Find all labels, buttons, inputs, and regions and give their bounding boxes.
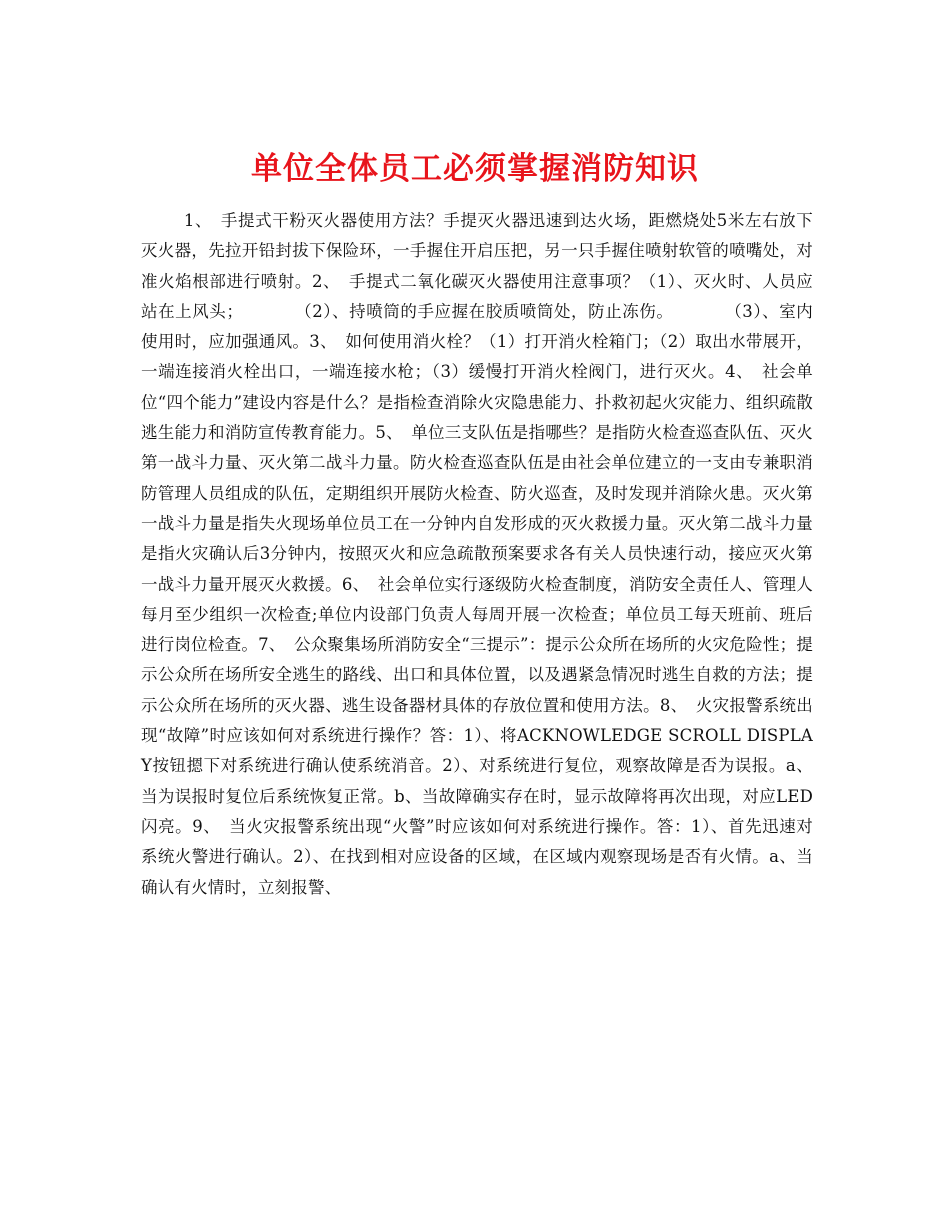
document-title: 单位全体员工必须掌握消防知识 — [251, 150, 699, 187]
document-body: 1、 手提式干粉灭火器使用方法？手提灭火器迅速到达火场，距燃烧处5米左右放下灭火器，先拉开铅封拔下保险环，一手握住开启压把，另一只手握住喷射软管的喷嘴处，对准火焰根部进行喷射。2、 手提式二氧化碳灭火器使用注意事项？（1）、灭火时、人员应站在上风头； （2）、持喷筒的手应握在胶质喷筒处，防止冻伤。 （3）、室内使用时，应加强通风。3、 如何使用消火栓？（1）打开消火栓箱门；（2）取出水带展开，一端连接消火栓出口，一端连接水枪；（3）缓慢打开消火栓阀门，进行灭火。4、 社会单位“四个能力”建设内容是什么？是指检查消除火灾隐患能力、扑救初起火灾能力、组织疏散逃生能力和消防宣传教育能力。5、 单位三支队伍是指哪些？是指防火检查巡查队伍、灭火第一战斗力量、灭火第二战斗力量。防火检查巡查队伍是由社会单位建立的一支由专兼职消防管理人员组成的队伍，定期组织开展防火检查、防火巡查，及时发现并消除火患。灭火第一战斗力量是指失火现场单位员工在一分钟内自发形成的灭火救援力量。灭火第二战斗力量是指火灾确认后3分钟内，按照灭火和应急疏散预案要求各有关人员快速行动，接应灭火第一战斗力量开展灭火救援。6、 社会单位实行逐级防火检查制度，消防安全责任人、管理人每月至少组织一次检查;单位内设部门负责人每周开展一次检查；单位员工每天班前、班后进行岗位检查。7、 公众聚集场所消防安全“三提示”：提示公众所在场所的火灾危险性；提示公众所在场所安全逃生的路线、出口和具体位置，以及遇紧急情况时逃生自救的方法；提示公众所在场所的灭火器、逃生设备器材具体的存放位置和使用方法。8、 火灾报警系统出现“故障”时应该如何对系统进行操作？答：1）、将ACKNOWLEDGE SCROLL DISPLAY按钮摁下对系统进行确认使系统消音。2）、对系统进行复位，观察故障是否为误报。a、当为误报时复位后系统恢复正常。b、当故障确实存在时，显示故障将再次出现，对应LED闪亮。9、 当火灾报警系统出现“火警”时应该如何对系统进行操作。答：1）、首先迅速对系统火警进行确认。2）、在找到相对应设备的区域，在区域内观察现场是否有火情。a、当确认有火情时，立刻报警、 — [141, 211, 813, 897]
